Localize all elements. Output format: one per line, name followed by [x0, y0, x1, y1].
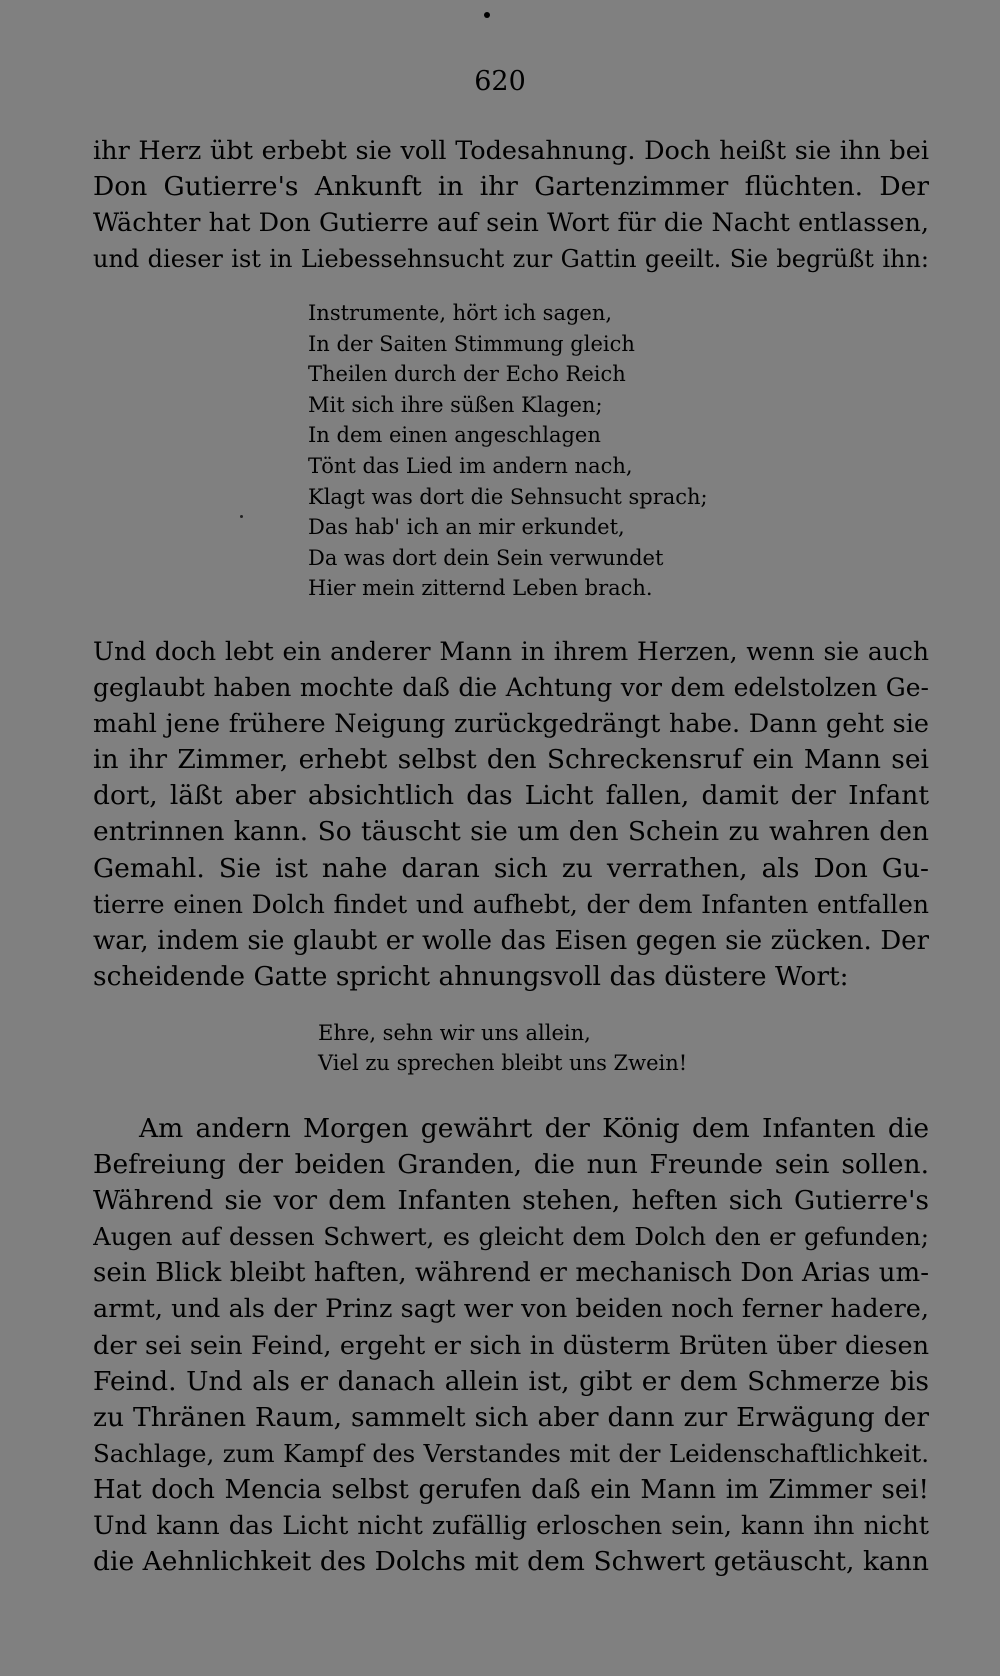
text-line: sein Blick bleibt haften, während er mechanisch Don Arias um-	[93, 1258, 929, 1289]
paragraph-1	[93, 133, 929, 277]
text-line: Feind. Und als er danach allein ist, gibt er dem Schmerze bis	[93, 1365, 929, 1397]
verse-line: Tönt das Lied im andern nach,	[308, 453, 633, 478]
paragraph-2	[93, 634, 929, 995]
top-mark	[484, 12, 490, 18]
text-line: und dieser ist in Liebessehnsucht zur Gattin geeilt. Sie begrüßt ihn:	[93, 245, 929, 274]
verse-line: Theilen durch der Echo Reich	[308, 362, 626, 387]
text-line: mahl jene frühere Neigung zurückgedrängt habe. Dann geht sie	[93, 709, 929, 740]
verse-block-1	[308, 298, 708, 604]
paragraph-3	[93, 1111, 929, 1580]
text-line: zu Thränen Raum, sammelt sich aber dann zur Erwägung der	[93, 1401, 929, 1433]
text-line: tierre einen Dolch findet und aufhebt, der dem Infanten entfallen	[93, 889, 929, 919]
text-line: in ihr Zimmer, erhebt selbst den Schreckensruf ein Mann sei	[93, 744, 929, 776]
text-line: Gemahl. Sie ist nahe daran sich zu verrathen, als Don Gu-	[93, 852, 929, 884]
verse-line: Das hab' ich an mir erkundet,	[308, 515, 625, 540]
verse-line: Viel zu sprechen bleibt uns Zwein!	[318, 1051, 688, 1075]
text-line: scheidende Gatte spricht ahnungsvoll das düstere Wort:	[93, 960, 849, 992]
text-line: Augen auf dessen Schwert, es gleicht dem Dolch den er gefunden;	[93, 1222, 929, 1252]
text-line: ihr Herz übt erbebt sie voll Todesahnung. Doch heißt sie ihn bei	[93, 136, 929, 166]
page-number: 620	[474, 66, 526, 97]
text-line: Hat doch Mencia selbst gerufen daß ein Mann im Zimmer sei!	[93, 1474, 929, 1505]
verse-line: Da was dort dein Sein verwundet	[308, 545, 664, 570]
verse-line: Mit sich ihre süßen Klagen;	[308, 392, 603, 417]
text-line: Und doch lebt ein anderer Mann in ihrem Herzen, wenn sie auch	[93, 637, 929, 666]
text-line: Sachlage, zum Kampf des Verstandes mit der Leidenschaftlichkeit.	[93, 1438, 929, 1468]
text-line: dort, läßt aber absichtlich das Licht fallen, damit der Infant	[93, 780, 929, 812]
text-line: Und kann das Licht nicht zufällig erloschen sein, kann ihn nicht	[93, 1511, 929, 1542]
text-line: Don Gutierre's Ankunft in ihr Gartenzimmer flüchten. Der	[93, 171, 929, 203]
text-line: der sei sein Feind, ergeht er sich in düsterm Brüten über diesen	[93, 1330, 929, 1361]
text-line: die Aehnlichkeit des Dolchs mit dem Schwert getäuscht, kann	[93, 1546, 929, 1578]
verse-line: Ehre, sehn wir uns allein,	[318, 1021, 591, 1045]
verse-line: Klagt was dort die Sehnsucht sprach;	[308, 484, 708, 509]
verse-line: In der Saiten Stimmung gleich	[308, 331, 635, 356]
text-line: war, indem sie glaubt er wolle das Eisen gegen sie zücken. Der	[93, 925, 929, 956]
text-line: Wächter hat Don Gutierre auf sein Wort für die Nacht entlassen,	[93, 208, 929, 239]
stray-mark	[240, 515, 243, 518]
text-line: Befreiung der beiden Granden, die nun Freunde sein sollen.	[93, 1149, 929, 1181]
text-line: entrinnen kann. So täuscht sie um den Schein zu wahren den	[93, 816, 929, 848]
text-line: geglaubt haben mochte daß die Achtung vor dem edelstolzen Ge-	[93, 673, 929, 703]
verse-line: In dem einen angeschlagen	[308, 423, 601, 448]
text-line: Am andern Morgen gewährt der König dem Infanten die	[139, 1113, 929, 1144]
text-line: armt, und als der Prinz sagt wer von beiden noch ferner hadere,	[93, 1294, 929, 1325]
verse-block-2	[318, 1018, 687, 1078]
verse-line: Instrumente, hört ich sagen,	[308, 301, 613, 325]
text-line: Während sie vor dem Infanten stehen, heften sich Gutierre's	[93, 1185, 929, 1217]
verse-line: Hier mein zitternd Leben brach.	[308, 576, 653, 601]
